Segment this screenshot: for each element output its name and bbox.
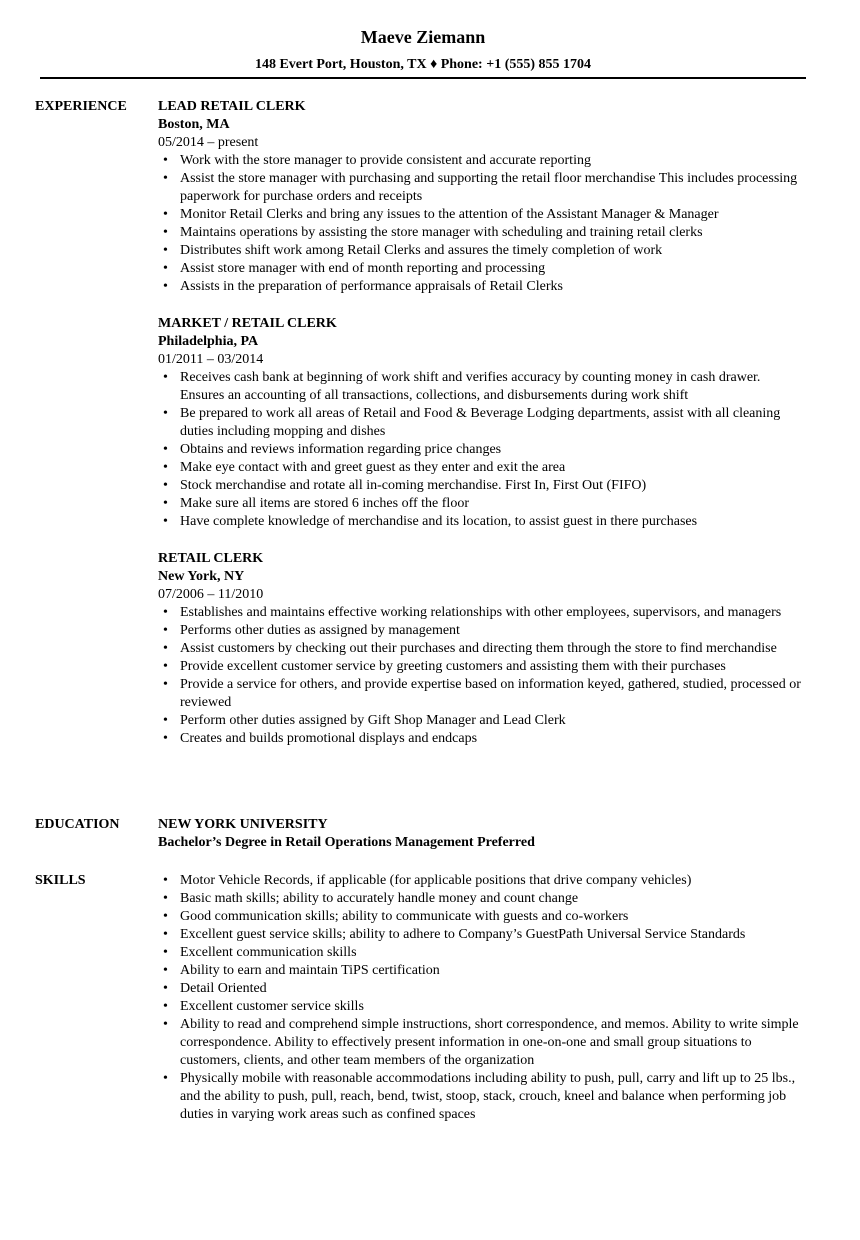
bullet-icon: • [163,1071,168,1086]
bullet-icon: • [163,370,168,385]
section-label-skills: SKILLS [35,873,86,888]
list-item: • Have complete knowledge of merchandise and its location, to assist guest in there purchases [163,514,698,529]
job-dates: 05/2014 – present [158,135,259,150]
list-item: • Provide excellent customer service by greeting customers and assisting them with their purchases [163,659,726,674]
bullet-icon: • [163,713,168,728]
bullet-icon: • [163,981,168,996]
list-item: • Physically mobile with reasonable accommodations including ability to push, pull, carry and lift up to 25 lbs., and the ability to push, pull, reach, bend, twist, stoop, stack, crouch, kneel and balance when performing job duties in varying work areas such as confined spaces [163,1071,796,1122]
bullet-icon: • [163,659,168,674]
job-entry [158,315,808,531]
section-label-experience: EXPERIENCE [35,99,127,114]
degree-name: Bachelor’s Degree in Retail Operations Management Preferred [158,835,535,850]
job-location: New York, NY [158,569,245,584]
bullet-icon: • [163,677,168,692]
list-item: • Maintains operations by assisting the store manager with scheduling and training retail clerks [163,225,703,240]
header-divider [40,77,806,79]
bullet-icon: • [163,153,168,168]
bullet-icon: • [163,891,168,906]
list-item: • Excellent guest service skills; ability to adhere to Company’s GuestPath Universal Service Standards [163,927,746,942]
list-item: • Monitor Retail Clerks and bring any issues to the attention of the Assistant Manager & Manager [163,207,719,222]
school-name: NEW YORK UNIVERSITY [158,817,328,832]
list-item: • Motor Vehicle Records, if applicable (for applicable positions that drive company vehicles) [163,873,692,888]
list-item: • Provide a service for others, and provide expertise based on information keyed, gathered, studied, processed or reviewed [163,677,801,710]
job-dates: 07/2006 – 11/2010 [158,587,264,602]
bullet-icon: • [163,999,168,1014]
bullet-icon: • [163,171,168,186]
job-title: MARKET / RETAIL CLERK [158,316,337,331]
bullet-icon: • [163,478,168,493]
bullet-icon: • [163,641,168,656]
list-item: • Basic math skills; ability to accurately handle money and count change [163,891,579,906]
experience-list [158,98,808,767]
bullet-icon: • [163,460,168,475]
bullet-icon: • [163,873,168,888]
job-location: Philadelphia, PA [158,334,259,349]
list-item: • Good communication skills; ability to communicate with guests and co-workers [163,909,629,924]
job-duties [158,604,808,748]
job-duties [158,369,808,531]
bullet-icon: • [163,605,168,620]
list-item: • Stock merchandise and rotate all in-coming merchandise. First In, First Out (FIFO) [163,478,647,493]
skills-items [158,872,808,1124]
bullet-icon: • [163,279,168,294]
list-item: • Detail Oriented [163,981,267,996]
bullet-icon: • [163,945,168,960]
list-item: • Make sure all items are stored 6 inches off the floor [163,496,469,511]
list-item: • Creates and builds promotional displays and endcaps [163,731,478,746]
job-entry [158,98,808,296]
list-item: • Work with the store manager to provide consistent and accurate reporting [163,153,591,168]
list-item: • Distributes shift work among Retail Clerks and assures the timely completion of work [163,243,663,258]
bullet-icon: • [163,623,168,638]
list-item: • Receives cash bank at beginning of work shift and verifies accuracy by counting money in cash drawer. Ensures an accounting of all transactions, collections, and disbursements during work shift [163,370,761,403]
bullet-icon: • [163,496,168,511]
job-entry [158,550,808,748]
bullet-icon: • [163,225,168,240]
list-item: • Make eye contact with and greet guest as they enter and exit the area [163,460,566,475]
job-title: RETAIL CLERK [158,551,264,566]
list-item: • Be prepared to work all areas of Retail and Food & Beverage Lodging departments, assist with all cleaning duties including mopping and dishes [163,406,781,439]
bullet-icon: • [163,406,168,421]
bullet-icon: • [163,261,168,276]
job-location: Boston, MA [158,117,230,132]
list-item: • Establishes and maintains effective working relationships with other employees, supervisors, and managers [163,605,782,620]
contact-line: 148 Evert Port, Houston, TX ♦ Phone: +1 (555) 855 1704 [254,57,592,72]
list-item: • Obtains and reviews information regarding price changes [163,442,502,457]
list-item: • Assist store manager with end of month reporting and processing [163,261,546,276]
bullet-icon: • [163,243,168,258]
job-duties [158,152,808,296]
bullet-icon: • [163,1017,168,1032]
bullet-icon: • [163,207,168,222]
list-item: • Performs other duties as assigned by management [163,623,460,638]
job-dates: 01/2011 – 03/2014 [158,352,264,367]
section-label-education: EDUCATION [35,817,120,832]
list-item: • Assists in the preparation of performance appraisals of Retail Clerks [163,279,563,294]
skills-list [158,872,808,1124]
list-item: • Ability to earn and maintain TiPS certification [163,963,440,978]
bullet-icon: • [163,927,168,942]
resume-header [40,26,806,74]
list-item: • Excellent customer service skills [163,999,364,1014]
bullet-icon: • [163,514,168,529]
list-item: • Assist customers by checking out their purchases and directing them through the store to find merchandise [163,641,777,656]
job-title: LEAD RETAIL CLERK [158,99,306,114]
bullet-icon: • [163,909,168,924]
candidate-name: Maeve Ziemann [360,27,486,47]
list-item: • Ability to read and comprehend simple instructions, short correspondence, and memos. Ability to write simple correspondence. Ability to effectively present information in one-on-one and small group situations to customers, clients, and other team members of the organization [163,1017,799,1068]
list-item: • Perform other duties assigned by Gift Shop Manager and Lead Clerk [163,713,566,728]
bullet-icon: • [163,731,168,746]
list-item: • Excellent communication skills [163,945,357,960]
education-entry [158,816,808,852]
list-item: • Assist the store manager with purchasing and supporting the retail floor merchandise This includes processing paperwork for purchase orders and receipts [163,171,798,204]
bullet-icon: • [163,963,168,978]
bullet-icon: • [163,442,168,457]
